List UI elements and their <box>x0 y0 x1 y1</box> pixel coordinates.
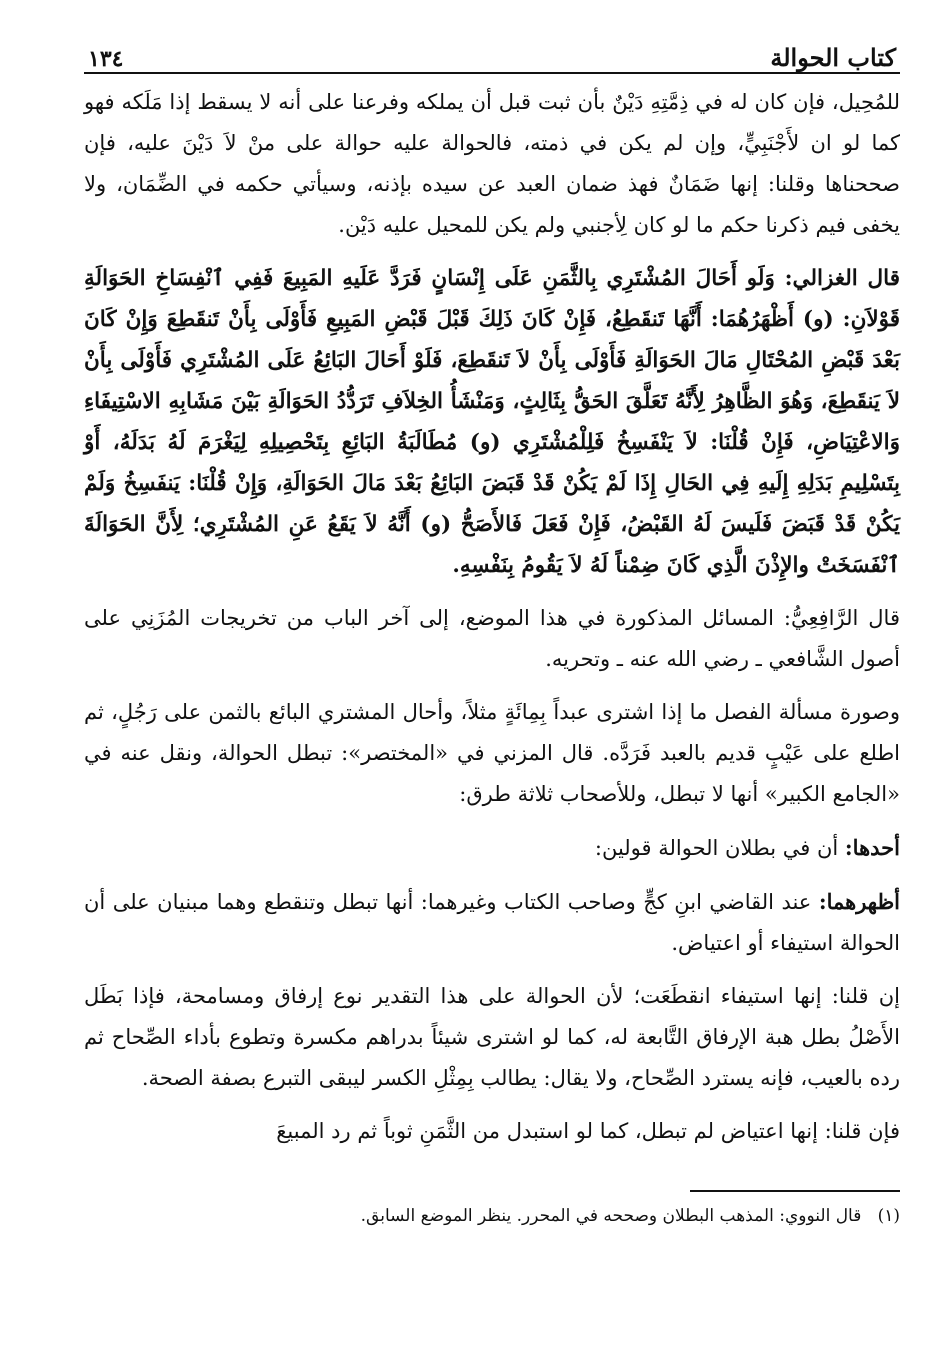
paragraph-most-apparent <box>84 881 900 964</box>
footnote-separator <box>690 1190 900 1192</box>
page-header <box>84 28 900 74</box>
paragraph-text: عند القاضي ابنِ كجٍّ وصاحب الكتاب وغيرهما: أنها تبطل وتنقطع وهما مبنيان على أن الحوالة استيفاء أو اعتياض. <box>84 890 900 955</box>
footnote-marker: (١) <box>877 1206 900 1226</box>
paragraph-first-method <box>84 827 900 869</box>
running-title: كتاب الحوالة <box>770 43 896 72</box>
page-number: ١٣٤ <box>88 46 124 72</box>
paragraph-text: أن في بطلان الحوالة قولين: <box>594 836 839 860</box>
paragraph-lead: أحدها: <box>844 835 900 860</box>
paragraph-rafii-commentary: قال الرَّافِعِيُّ: المسائل المذكورة في هذا الموضع، إلى آخر الباب من تخريجات المُزَنِي على أصول الشَّافعي ـ رضي الله عنه ـ وتحريه. <box>84 606 900 671</box>
paragraph-case-description: وصورة مسألة الفصل ما إذا اشترى عبداً بِمِائَةٍ مثلاً، وأحال المشتري البائع بالثمن على رَجُلٍ، ثم اطلع على عَيْبٍ قديم بالعبد فَرَدَّه. قال المزني في «المختصر»: تبطل الحوالة، ونقل عنه في «الجامع الكبير» أنها لا تبطل، وللأصحاب ثلاثة طرق: <box>84 700 900 806</box>
paragraph-ghazali-text: قال الغزالي: وَلَو أَحَالَ المُشْتَرِي بِالثَّمَنِ عَلَى إِنْسَانٍ فَرَدَّ عَلَيهِ المَبِيعَ فَفِي ٱنْفِسَاخِ الحَوَالَةِ قَوْلاَنِ: (و) أَظْهَرُهُمَا: أَنَّهَا تَنقَطِعُ، فَإِنْ كَانَ ذَلِكَ قَبْلَ قَبْضِ المَبِيعِ فَأَوْلَى بِأَنْ تَنقَطِعَ وَإِنْ كَانَ بَعْدَ قَبْضِ المُحْتَالِ مَالَ الحَوَالَةِ فَأَوْلَى بِأَنْ لاَ تَنقَطِعَ، فَلَوْ أَحَالَ البَائِعُ عَلَى المُشْتَرِي فَأَوْلَى بِأَنْ لاَ يَنقَطِعَ، وَهُوَ الظَّاهِرُ لِأَنَّهُ تَعَلَّقَ الحَقُّ بِثَالِثٍ، وَمَنْشَأُ الخِلاَفِ تَرَدُّدُ الحَوَالَةِ بَيْنَ مَشَابِهِ الاسْتِيفَاءِ وَالاعْتِيَاضِ، فَإِنْ قُلْنَا: لاَ يَنْفَسِخُ فَلِلْمُشْتَرِي (و) مُطَالَبَةُ البَائِعِ بِتَحْصِيلِهِ لِيَغْرَمَ لَهُ بَدَلَهُ، أَوْ بِتَسْلِيمِ بَدَلِهِ إِلَيهِ فِي الحَالِ إِذَا لَمْ يَكُنْ قَدْ قَبَضَ البَائِعُ بَعْدَ مَالَ الحَوَالَةِ، وَإِنْ قُلْنَا: يَنفَسِخُ وَلَمْ يَكُنْ قَدْ قَبَضَ فَلَيسَ لَهُ القَبْضُ، فَإِنْ فَعَلَ فَالأَصَحُّ (و) أَنَّهُ لاَ يَقَعُ عَنِ المُشْتَرِي؛ لِأَنَّ الحَوَالَةَ ٱنْفَسَخَتْ والإِذْنَ الَّذِي كَانَ ضِمْناً لَهُ لاَ يَقُومُ بِنَفْسِهِ. <box>84 266 900 578</box>
paragraph-itiyad: فإن قلنا: إنها اعتياض لم تبطل، كما لو استبدل من الثَّمَنِ ثوباً ثم رد المبيعَ <box>276 1119 900 1143</box>
paragraph-lead: أظهرهما: <box>818 889 901 914</box>
book-page <box>84 28 900 1230</box>
page-body <box>84 74 900 1152</box>
footnote <box>84 1202 900 1230</box>
paragraph-continuation: للمُحِيل، فإن كان له في ذِمَّتِهِ دَيْنٌ بأن ثبت قبل أن يملكه وفرعنا على أنه لا يسقط إذا مَلَكه فهو كما لو ان لأَجْنَبِيٍّ، وإن لم يكن في ذمته، فالحوالة عليه حوالة على منْ لاَ دَيْنَ عليه، فإن صححناها وقلنا: إنها ضَمَانٌ فهذ ضمان العبد عن سيده بإذنه، وسيأتي حكمه في الضِّمَان، ولا يخفى فيم ذكرنا حكم ما لو كان لِأجنبي ولم يكن للمحيل عليه دَيْن. <box>84 90 900 237</box>
paragraph-istifa: إن قلنا: إنها استيفاء انقطَعَت؛ لأن الحوالة على هذا التقدير نوع إرفاق ومسامحة، فإذا بَطَل الأَصْلُ بطل هبة الإرفاق التَّابعة له، كما لو اشترى شيئاً بدراهم مكسرة وتطوع بأداء الصِّحاح ثم رده بالعيب، فإنه يسترد الصِّحاح، ولا يقال: يطالب بِمِثْلِ الكسر ليبقى التبرع بصفة الصحة. <box>84 984 900 1090</box>
footnote-text: قال النووي: المذهب البطلان وصححه في المحرر. ينظر الموضع السابق. <box>360 1206 862 1226</box>
